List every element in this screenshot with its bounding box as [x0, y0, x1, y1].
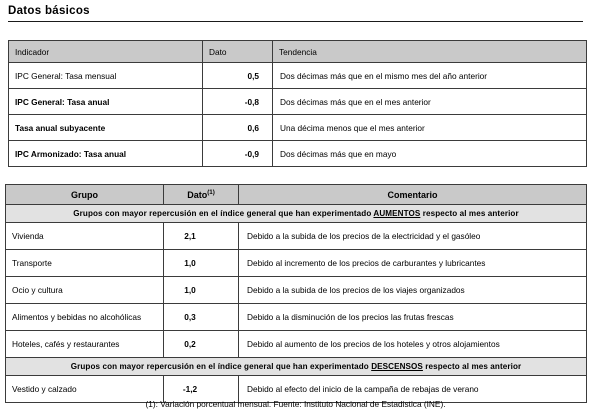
cell-value: -1,2 — [164, 376, 239, 403]
table-header-row — [9, 41, 587, 63]
column-header-indicador: Indicador — [9, 41, 203, 63]
table-header-row — [6, 185, 587, 205]
table-row — [9, 89, 587, 115]
column-header-dato: Dato — [203, 41, 273, 63]
section-heading-suffix: respecto al mes anterior — [420, 209, 519, 218]
cell-group: Alimentos y bebidas no alcohólicas — [6, 304, 164, 331]
cell-value: -0,8 — [203, 89, 273, 115]
column-header-tendencia: Tendencia — [273, 41, 587, 63]
groups-table — [5, 184, 587, 403]
cell-group: Ocio y cultura — [6, 277, 164, 304]
section-heading-suffix: respecto al mes anterior — [422, 362, 522, 371]
cell-comment: Debido a la subida de los precios de los viajes organizados — [239, 277, 587, 304]
table-row — [9, 141, 587, 167]
section-heading-prefix: Grupos con mayor repercusión en el índice general que han experimentado — [70, 362, 372, 371]
section-heading-emphasis: DESCENSOS — [371, 362, 423, 371]
cell-value: 1,0 — [164, 277, 239, 304]
section-heading-prefix: Grupos con mayor repercusión en el índice general que han experimentado — [73, 209, 374, 218]
page-header — [8, 5, 583, 22]
cell-comment: Debido a la subida de los precios de la electricidad y el gasóleo — [239, 223, 587, 250]
cell-value: 0,5 — [203, 63, 273, 89]
table-row — [9, 63, 587, 89]
table-row — [6, 277, 587, 304]
page-title: Datos básicos — [8, 5, 90, 17]
table-row — [6, 331, 587, 358]
cell-comment: Debido al aumento de los precios de los hoteles y otros alojamientos — [239, 331, 587, 358]
title-divider — [8, 21, 583, 22]
footnote: (1): Variación porcentual mensual. Fuente: Instituto Nacional de Estadistica (INE). — [145, 399, 446, 409]
column-header-dato — [164, 185, 239, 205]
table-row — [6, 223, 587, 250]
cell-group: Hoteles, cafés y restaurantes — [6, 331, 164, 358]
cell-indicator: IPC General: Tasa anual — [9, 89, 203, 115]
cell-value: 1,0 — [164, 250, 239, 277]
section-heading — [6, 205, 587, 223]
cell-comment: Debido al efecto del inicio de la campaña de rebajas de verano — [239, 376, 587, 403]
cell-value: 0,3 — [164, 304, 239, 331]
table-row — [9, 115, 587, 141]
cell-trend: Dos décimas más que en mayo — [273, 141, 587, 167]
groups-table-body — [6, 205, 587, 403]
cell-group: Vestido y calzado — [6, 376, 164, 403]
cell-indicator: IPC General: Tasa mensual — [9, 63, 203, 89]
cell-value: -0,9 — [203, 141, 273, 167]
table-row — [6, 304, 587, 331]
cell-comment: Debido al incremento de los precios de carburantes y lubricantes — [239, 250, 587, 277]
cell-indicator: Tasa anual subyacente — [9, 115, 203, 141]
cell-indicator: IPC Armonizado: Tasa anual — [9, 141, 203, 167]
cell-trend: Dos décimas más que en el mes anterior — [273, 89, 587, 115]
basic-indicators-table — [8, 40, 587, 167]
column-header-grupo: Grupo — [6, 185, 164, 205]
column-header-dato-label: Dato — [187, 190, 208, 200]
section-heading-emphasis: AUMENTOS — [373, 209, 421, 218]
basic-table-header — [9, 41, 587, 63]
table-row — [6, 250, 587, 277]
section-heading-row — [6, 358, 587, 376]
cell-value: 0,6 — [203, 115, 273, 141]
cell-value: 2,1 — [164, 223, 239, 250]
section-heading — [6, 358, 587, 376]
cell-group: Transporte — [6, 250, 164, 277]
cell-trend: Dos décimas más que en el mismo mes del año anterior — [273, 63, 587, 89]
cell-value: 0,2 — [164, 331, 239, 358]
column-header-comentario: Comentario — [239, 185, 587, 205]
cell-comment: Debido a la disminución de los precios las frutas frescas — [239, 304, 587, 331]
cell-trend: Una décima menos que el mes anterior — [273, 115, 587, 141]
basic-table-body — [9, 63, 587, 167]
groups-table-header — [6, 185, 587, 205]
footnote-marker: (1) — [207, 189, 215, 196]
section-heading-row — [6, 205, 587, 223]
cell-group: Vivienda — [6, 223, 164, 250]
